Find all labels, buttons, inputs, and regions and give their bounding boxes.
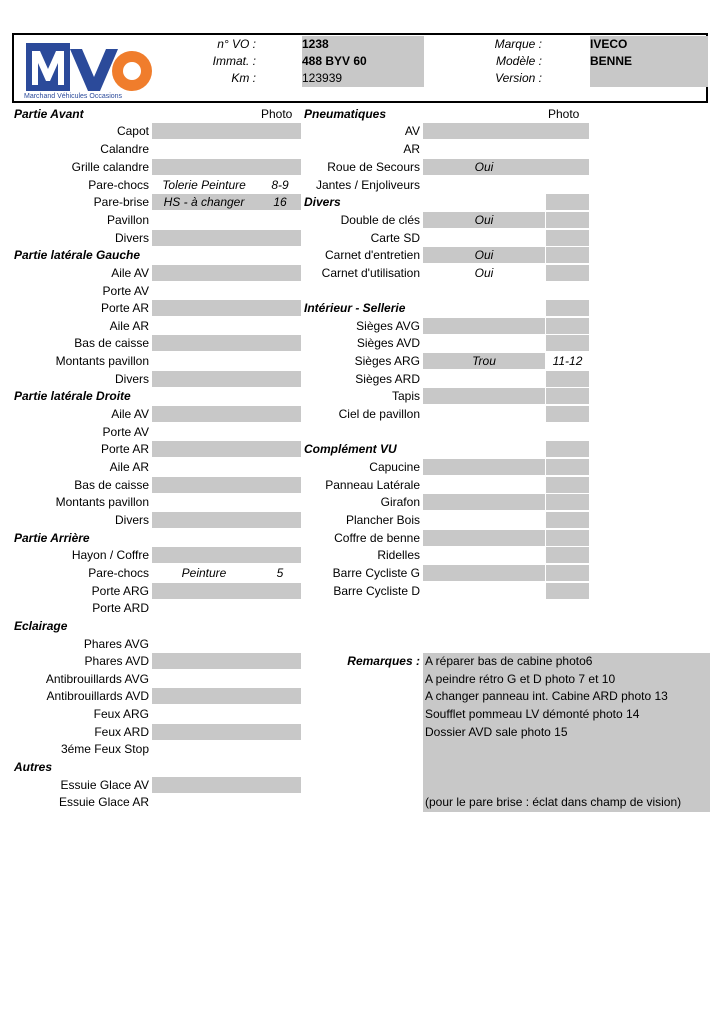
label-feux-arg: Feux ARG	[93, 707, 149, 721]
remarque-footer: (pour le pare brise : éclat dans champ de vision)	[425, 795, 682, 809]
label-aile-ar-d: Aile AR	[109, 460, 149, 474]
field-porte-ar-g	[152, 300, 301, 316]
photo-divers	[546, 194, 589, 210]
field-aile-av-g	[152, 265, 301, 281]
photo-capucine	[546, 459, 589, 475]
photo-interieur	[546, 300, 589, 316]
vo-label: n° VO :	[217, 37, 256, 51]
photo-complement	[546, 441, 589, 457]
label-carte-sd: Carte SD	[370, 231, 420, 245]
field-aile-av-d	[152, 406, 301, 422]
label-hayon: Hayon / Coffre	[71, 548, 149, 562]
label-antibrouillards-avg: Antibrouillards AVG	[45, 672, 149, 686]
label-barre-g: Barre Cycliste G	[332, 566, 420, 580]
label-bas-caisse-g: Bas de caisse	[74, 336, 149, 350]
km-label: Km :	[231, 71, 256, 85]
label-pneu-ar: AR	[403, 142, 420, 156]
section-partie-droite: Partie latérale Droite	[14, 389, 131, 403]
label-phares-avg: Phares AVG	[83, 637, 149, 651]
label-montants-d: Montants pavillon	[55, 495, 149, 509]
vehicle-header	[12, 33, 708, 103]
label-panneau: Panneau Latérale	[325, 478, 420, 492]
modele-value: BENNE	[590, 53, 708, 70]
label-barre-d: Barre Cycliste D	[333, 584, 420, 598]
field-grille-calandre	[152, 159, 301, 175]
field-capot	[152, 123, 301, 139]
version-value	[590, 70, 708, 87]
section-partie-arriere: Partie Arrière	[14, 531, 90, 545]
state-pare-brise: HS - à changer	[163, 195, 245, 209]
photo-ciel	[546, 406, 589, 422]
section-interieur: Intérieur - Sellerie	[304, 301, 406, 315]
state-double-cles: Oui	[474, 213, 494, 227]
section-autres: Autres	[14, 760, 53, 774]
field-porte-arg	[152, 583, 301, 599]
label-plancher: Plancher Bois	[345, 513, 420, 527]
label-porte-ard: Porte ARD	[92, 601, 149, 615]
remarque-line-5: Dossier AVD sale photo 15	[425, 725, 568, 739]
label-pare-chocs-ar: Pare-chocs	[88, 566, 149, 580]
label-porte-av-d: Porte AV	[102, 425, 149, 439]
field-phares-avd	[152, 653, 301, 669]
label-coffre-benne: Coffre de benne	[334, 531, 420, 545]
version-label: Version :	[495, 71, 542, 85]
label-ridelles: Ridelles	[377, 548, 420, 562]
marque-value: IVECO	[590, 36, 708, 53]
photo-sieges-arg: 11-12	[552, 354, 583, 368]
field-divers-g	[152, 371, 301, 387]
label-phares-avd: Phares AVD	[84, 654, 149, 668]
label-feux-stop: 3éme Feux Stop	[60, 742, 149, 756]
photo-ridelles	[546, 547, 589, 563]
remarque-line-1: A réparer bas de cabine photo6	[425, 654, 593, 668]
field-divers-avant	[152, 230, 301, 246]
label-divers-avant: Divers	[114, 231, 149, 245]
label-jantes: Jantes / Enjoliveurs	[315, 178, 420, 192]
label-aile-av-d: Aile AV	[111, 407, 149, 421]
photo-pare-brise: 16	[273, 195, 287, 209]
field-essuie-av	[152, 777, 301, 793]
field-barre-g	[423, 565, 545, 581]
label-porte-av-g: Porte AV	[102, 284, 149, 298]
section-partie-avant: Partie Avant	[14, 107, 84, 121]
label-essuie-av: Essuie Glace AV	[60, 778, 149, 792]
label-tapis: Tapis	[391, 389, 420, 403]
label-sieges-ard: Sièges ARD	[355, 372, 420, 386]
label-porte-ar-g: Porte AR	[100, 301, 149, 315]
logo-subtitle: Marchand Véhicules Occasions	[24, 93, 123, 100]
label-divers-g: Divers	[114, 372, 149, 386]
photo-pare-chocs: 8-9	[271, 178, 289, 192]
photo-sieges-avg	[546, 318, 589, 334]
mvo-logo-graphic	[24, 41, 156, 93]
field-feux-ard	[152, 724, 301, 740]
photo-double-cles	[546, 212, 589, 228]
label-pavillon: Pavillon	[106, 213, 149, 227]
field-pneu-av	[423, 123, 589, 139]
remarques-label: Remarques :	[347, 654, 420, 668]
label-porte-ar-d: Porte AR	[100, 442, 149, 456]
photo-tapis	[546, 388, 589, 404]
field-antibrouillards-avd	[152, 688, 301, 704]
state-carnet-entretien: Oui	[474, 248, 494, 262]
field-hayon	[152, 547, 301, 563]
section-divers: Divers	[304, 195, 341, 209]
photo-panneau	[546, 477, 589, 493]
marque-label: Marque :	[494, 37, 542, 51]
modele-label: Modèle :	[495, 54, 542, 68]
state-pare-chocs: Tolerie Peinture	[162, 178, 246, 192]
mvo-logo	[24, 41, 156, 103]
label-carnet-entretien: Carnet d'entretien	[324, 248, 420, 262]
photo-girafon	[546, 494, 589, 510]
label-pare-brise: Pare-brise	[93, 195, 149, 209]
label-girafon: Girafon	[380, 495, 420, 509]
label-pare-chocs: Pare-chocs	[88, 178, 149, 192]
field-bas-caisse-d	[152, 477, 301, 493]
field-divers-d	[152, 512, 301, 528]
section-pneumatiques: Pneumatiques	[304, 107, 387, 121]
photo-barre-g	[546, 565, 589, 581]
photo-carte-sd	[546, 230, 589, 246]
immat-label: Immat. :	[212, 54, 256, 68]
label-capucine: Capucine	[369, 460, 420, 474]
field-sieges-avg	[423, 318, 545, 334]
label-sieges-arg: Sièges ARG	[354, 354, 420, 368]
field-capucine	[423, 459, 545, 475]
photo-sieges-avd	[546, 335, 589, 351]
photo-pare-chocs-ar: 5	[276, 566, 284, 580]
label-porte-arg: Porte ARG	[91, 584, 149, 598]
label-roue-secours: Roue de Secours	[327, 160, 420, 174]
section-eclairage: Eclairage	[14, 619, 68, 633]
label-calandre: Calandre	[100, 142, 149, 156]
label-essuie-ar: Essuie Glace AR	[58, 795, 149, 809]
km-value: 123939	[302, 70, 424, 87]
photo-header-left: Photo	[261, 107, 293, 121]
label-sieges-avd: Sièges AVD	[356, 336, 420, 350]
photo-header-right: Photo	[548, 107, 580, 121]
vo-value: 1238	[302, 36, 424, 53]
label-antibrouillards-avd: Antibrouillards AVD	[46, 689, 149, 703]
label-sieges-avg: Sièges AVG	[356, 319, 420, 333]
immat-value: 488 BYV 60	[302, 53, 424, 70]
photo-coffre-benne	[546, 530, 589, 546]
label-double-cles: Double de clés	[340, 213, 420, 227]
label-pneu-av: AV	[404, 124, 420, 138]
photo-barre-d	[546, 583, 589, 599]
field-bas-caisse-g	[152, 335, 301, 351]
field-coffre-benne	[423, 530, 545, 546]
photo-carnet-entretien	[546, 247, 589, 263]
field-porte-ar-d	[152, 441, 301, 457]
section-partie-gauche: Partie latérale Gauche	[14, 248, 141, 262]
label-feux-ard: Feux ARD	[94, 725, 149, 739]
label-grille-calandre: Grille calandre	[71, 160, 149, 174]
state-roue-secours: Oui	[474, 160, 494, 174]
label-ciel: Ciel de pavillon	[338, 407, 420, 421]
state-sieges-arg: Trou	[472, 354, 496, 368]
field-tapis	[423, 388, 545, 404]
field-girafon	[423, 494, 545, 510]
label-aile-av-g: Aile AV	[111, 266, 149, 280]
label-capot: Capot	[116, 124, 149, 138]
label-aile-ar-g: Aile AR	[109, 319, 149, 333]
remarque-line-4: Soufflet pommeau LV démonté photo 14	[425, 707, 640, 721]
remarque-line-2: A peindre rétro G et D photo 7 et 10	[425, 672, 616, 686]
photo-plancher	[546, 512, 589, 528]
section-complement: Complément VU	[304, 442, 397, 456]
label-divers-d: Divers	[114, 513, 149, 527]
label-bas-caisse-d: Bas de caisse	[74, 478, 149, 492]
label-montants-g: Montants pavillon	[55, 354, 149, 368]
state-pare-chocs-ar: Peinture	[181, 566, 227, 580]
label-carnet-utilisation: Carnet d'utilisation	[321, 266, 420, 280]
photo-sieges-ard	[546, 371, 589, 387]
state-carnet-utilisation: Oui	[474, 266, 494, 280]
photo-carnet-utilisation	[546, 265, 589, 281]
remarque-line-3: A changer panneau int. Cabine ARD photo 13	[425, 689, 668, 703]
